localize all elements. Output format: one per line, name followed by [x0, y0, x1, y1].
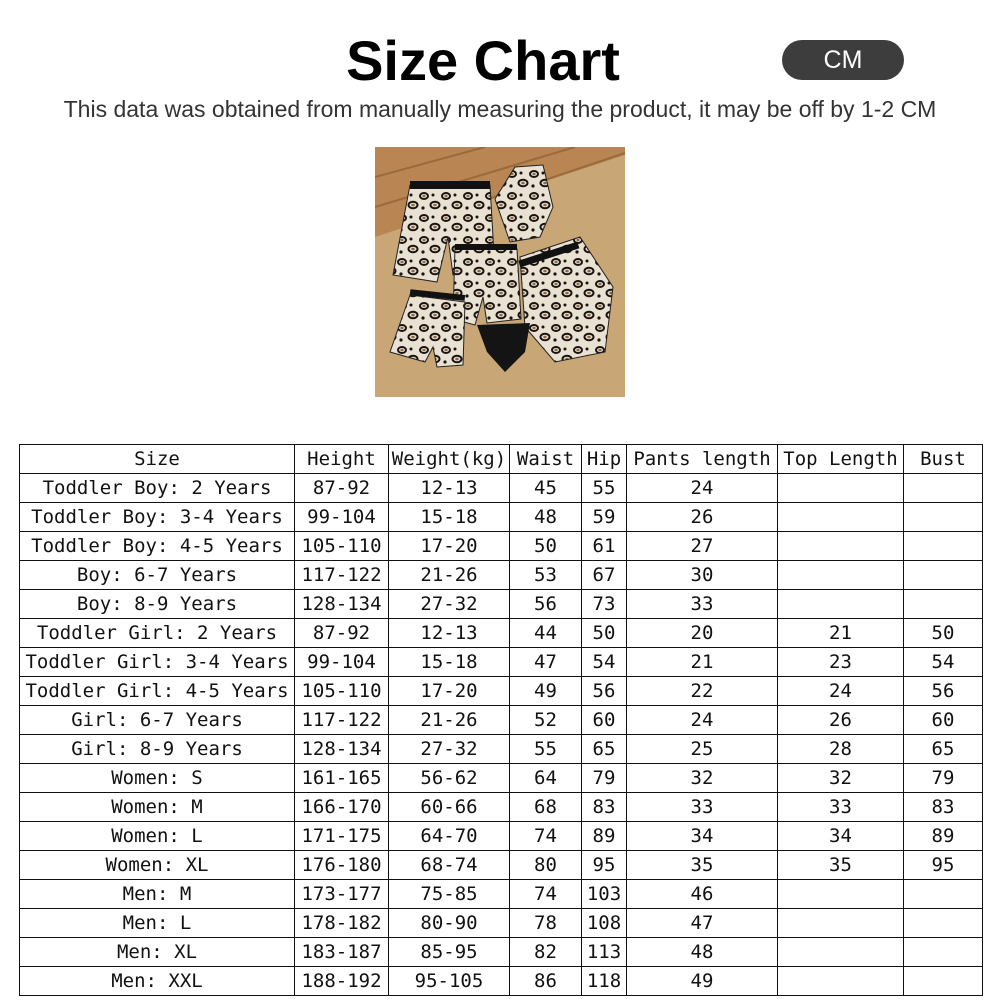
cell-pants-length: 46: [627, 880, 778, 909]
table-row: [20, 619, 983, 648]
cell-size: Boy: 8-9 Years: [20, 590, 295, 619]
cell-bust: [904, 967, 983, 996]
cell-waist: 68: [510, 793, 582, 822]
cell-height: 171-175: [295, 822, 389, 851]
cell-pants-length: 24: [627, 474, 778, 503]
cell-top-length: [778, 967, 904, 996]
table-row: [20, 851, 983, 880]
cell-size: Girl: 8-9 Years: [20, 735, 295, 764]
cell-size: Girl: 6-7 Years: [20, 706, 295, 735]
page-title: Size Chart: [346, 29, 620, 92]
cell-pants-length: 49: [627, 967, 778, 996]
cell-hip: 56: [582, 677, 627, 706]
cell-hip: 60: [582, 706, 627, 735]
cell-bust: [904, 909, 983, 938]
cell-bust: [904, 590, 983, 619]
cell-hip: 118: [582, 967, 627, 996]
table-row: [20, 880, 983, 909]
cell-height: 188-192: [295, 967, 389, 996]
cell-weight: 21-26: [389, 561, 510, 590]
table-row: [20, 909, 983, 938]
cell-bust: 56: [904, 677, 983, 706]
cell-top-length: 24: [778, 677, 904, 706]
cell-waist: 74: [510, 822, 582, 851]
cell-top-length: 33: [778, 793, 904, 822]
cell-height: 105-110: [295, 532, 389, 561]
cell-waist: 48: [510, 503, 582, 532]
cell-top-length: 34: [778, 822, 904, 851]
cell-waist: 74: [510, 880, 582, 909]
column-header-waist: Waist: [510, 445, 582, 474]
cell-bust: 60: [904, 706, 983, 735]
cell-weight: 85-95: [389, 938, 510, 967]
size-table: [19, 444, 983, 996]
cell-height: 105-110: [295, 677, 389, 706]
cell-hip: 65: [582, 735, 627, 764]
cell-pants-length: 30: [627, 561, 778, 590]
cell-weight: 15-18: [389, 503, 510, 532]
cell-pants-length: 27: [627, 532, 778, 561]
cell-size: Toddler Boy: 3-4 Years: [20, 503, 295, 532]
cell-hip: 50: [582, 619, 627, 648]
cell-weight: 80-90: [389, 909, 510, 938]
cell-bust: [904, 503, 983, 532]
table-row: [20, 561, 983, 590]
cell-hip: 95: [582, 851, 627, 880]
cell-size: Men: L: [20, 909, 295, 938]
table-row: [20, 938, 983, 967]
cell-pants-length: 25: [627, 735, 778, 764]
cell-pants-length: 22: [627, 677, 778, 706]
cell-waist: 47: [510, 648, 582, 677]
cell-weight: 12-13: [389, 619, 510, 648]
cell-size: Toddler Girl: 2 Years: [20, 619, 295, 648]
cell-weight: 21-26: [389, 706, 510, 735]
cell-bust: 54: [904, 648, 983, 677]
cell-pants-length: 47: [627, 909, 778, 938]
cell-waist: 82: [510, 938, 582, 967]
cell-weight: 56-62: [389, 764, 510, 793]
cell-hip: 59: [582, 503, 627, 532]
table-row: [20, 967, 983, 996]
cell-height: 117-122: [295, 706, 389, 735]
column-header-bust: Bust: [904, 445, 983, 474]
cell-height: 87-92: [295, 474, 389, 503]
cell-height: 178-182: [295, 909, 389, 938]
cell-waist: 64: [510, 764, 582, 793]
cell-height: 99-104: [295, 503, 389, 532]
cell-weight: 95-105: [389, 967, 510, 996]
leopard-swimwear-photo: [375, 147, 625, 397]
table-row: [20, 590, 983, 619]
cell-pants-length: 32: [627, 764, 778, 793]
cell-height: 117-122: [295, 561, 389, 590]
cell-bust: 89: [904, 822, 983, 851]
cell-bust: 95: [904, 851, 983, 880]
table-row: [20, 648, 983, 677]
cell-bust: [904, 474, 983, 503]
table-row: [20, 474, 983, 503]
cell-size: Women: M: [20, 793, 295, 822]
cell-waist: 45: [510, 474, 582, 503]
cell-height: 128-134: [295, 735, 389, 764]
column-header-hip: Hip: [582, 445, 627, 474]
cell-pants-length: 21: [627, 648, 778, 677]
cell-bust: 50: [904, 619, 983, 648]
cell-waist: 80: [510, 851, 582, 880]
cell-waist: 53: [510, 561, 582, 590]
cell-waist: 50: [510, 532, 582, 561]
cell-top-length: [778, 561, 904, 590]
cell-pants-length: 48: [627, 938, 778, 967]
cell-top-length: [778, 880, 904, 909]
cell-height: 128-134: [295, 590, 389, 619]
cell-top-length: [778, 590, 904, 619]
cell-size: Men: XXL: [20, 967, 295, 996]
cell-weight: 12-13: [389, 474, 510, 503]
column-header-pants-length: Pants length: [627, 445, 778, 474]
header-row: [20, 445, 983, 474]
cell-weight: 64-70: [389, 822, 510, 851]
cell-bust: [904, 561, 983, 590]
cell-hip: 89: [582, 822, 627, 851]
cell-bust: 83: [904, 793, 983, 822]
cell-hip: 54: [582, 648, 627, 677]
cell-hip: 55: [582, 474, 627, 503]
cell-waist: 78: [510, 909, 582, 938]
table-body: [20, 474, 983, 996]
cell-height: 183-187: [295, 938, 389, 967]
cell-weight: 17-20: [389, 532, 510, 561]
cell-pants-length: 20: [627, 619, 778, 648]
table-row: [20, 503, 983, 532]
cell-size: Toddler Boy: 4-5 Years: [20, 532, 295, 561]
cell-weight: 68-74: [389, 851, 510, 880]
cell-size: Women: XL: [20, 851, 295, 880]
cell-hip: 61: [582, 532, 627, 561]
cell-hip: 83: [582, 793, 627, 822]
cell-waist: 56: [510, 590, 582, 619]
cell-weight: 17-20: [389, 677, 510, 706]
unit-badge: CM: [782, 40, 904, 80]
cell-height: 166-170: [295, 793, 389, 822]
cell-top-length: 21: [778, 619, 904, 648]
cell-height: 161-165: [295, 764, 389, 793]
cell-size: Toddler Girl: 4-5 Years: [20, 677, 295, 706]
cell-top-length: 28: [778, 735, 904, 764]
cell-top-length: [778, 909, 904, 938]
cell-hip: 103: [582, 880, 627, 909]
cell-size: Women: S: [20, 764, 295, 793]
cell-weight: 75-85: [389, 880, 510, 909]
cell-hip: 113: [582, 938, 627, 967]
cell-size: Toddler Girl: 3-4 Years: [20, 648, 295, 677]
cell-top-length: [778, 532, 904, 561]
cell-top-length: [778, 938, 904, 967]
cell-weight: 27-32: [389, 735, 510, 764]
cell-weight: 15-18: [389, 648, 510, 677]
cell-height: 173-177: [295, 880, 389, 909]
column-header-top-length: Top Length: [778, 445, 904, 474]
table-row: [20, 735, 983, 764]
cell-height: 99-104: [295, 648, 389, 677]
cell-top-length: [778, 474, 904, 503]
table-row: [20, 532, 983, 561]
cell-hip: 73: [582, 590, 627, 619]
cell-waist: 49: [510, 677, 582, 706]
cell-waist: 52: [510, 706, 582, 735]
cell-top-length: 35: [778, 851, 904, 880]
cell-top-length: [778, 503, 904, 532]
column-header-size: Size: [20, 445, 295, 474]
column-header-height: Height: [295, 445, 389, 474]
cell-height: 87-92: [295, 619, 389, 648]
cell-size: Men: XL: [20, 938, 295, 967]
cell-bust: [904, 532, 983, 561]
cell-size: Women: L: [20, 822, 295, 851]
table-row: [20, 822, 983, 851]
table-row: [20, 793, 983, 822]
table-row: [20, 706, 983, 735]
cell-bust: [904, 880, 983, 909]
cell-pants-length: 24: [627, 706, 778, 735]
cell-height: 176-180: [295, 851, 389, 880]
cell-size: Toddler Boy: 2 Years: [20, 474, 295, 503]
table-row: [20, 677, 983, 706]
cell-hip: 67: [582, 561, 627, 590]
cell-pants-length: 33: [627, 793, 778, 822]
cell-top-length: 32: [778, 764, 904, 793]
cell-top-length: 23: [778, 648, 904, 677]
cell-waist: 86: [510, 967, 582, 996]
measurement-note: This data was obtained from manually measuring the product, it may be off by 1-2 CM: [63, 96, 937, 122]
cell-pants-length: 26: [627, 503, 778, 532]
cell-bust: 65: [904, 735, 983, 764]
cell-bust: 79: [904, 764, 983, 793]
table-row: [20, 764, 983, 793]
cell-size: Boy: 6-7 Years: [20, 561, 295, 590]
cell-hip: 108: [582, 909, 627, 938]
column-header-weight: Weight(kg): [389, 445, 510, 474]
cell-pants-length: 34: [627, 822, 778, 851]
cell-pants-length: 35: [627, 851, 778, 880]
cell-waist: 44: [510, 619, 582, 648]
cell-pants-length: 33: [627, 590, 778, 619]
cell-size: Men: M: [20, 880, 295, 909]
cell-waist: 55: [510, 735, 582, 764]
cell-weight: 27-32: [389, 590, 510, 619]
cell-weight: 60-66: [389, 793, 510, 822]
cell-top-length: 26: [778, 706, 904, 735]
cell-hip: 79: [582, 764, 627, 793]
cell-bust: [904, 938, 983, 967]
